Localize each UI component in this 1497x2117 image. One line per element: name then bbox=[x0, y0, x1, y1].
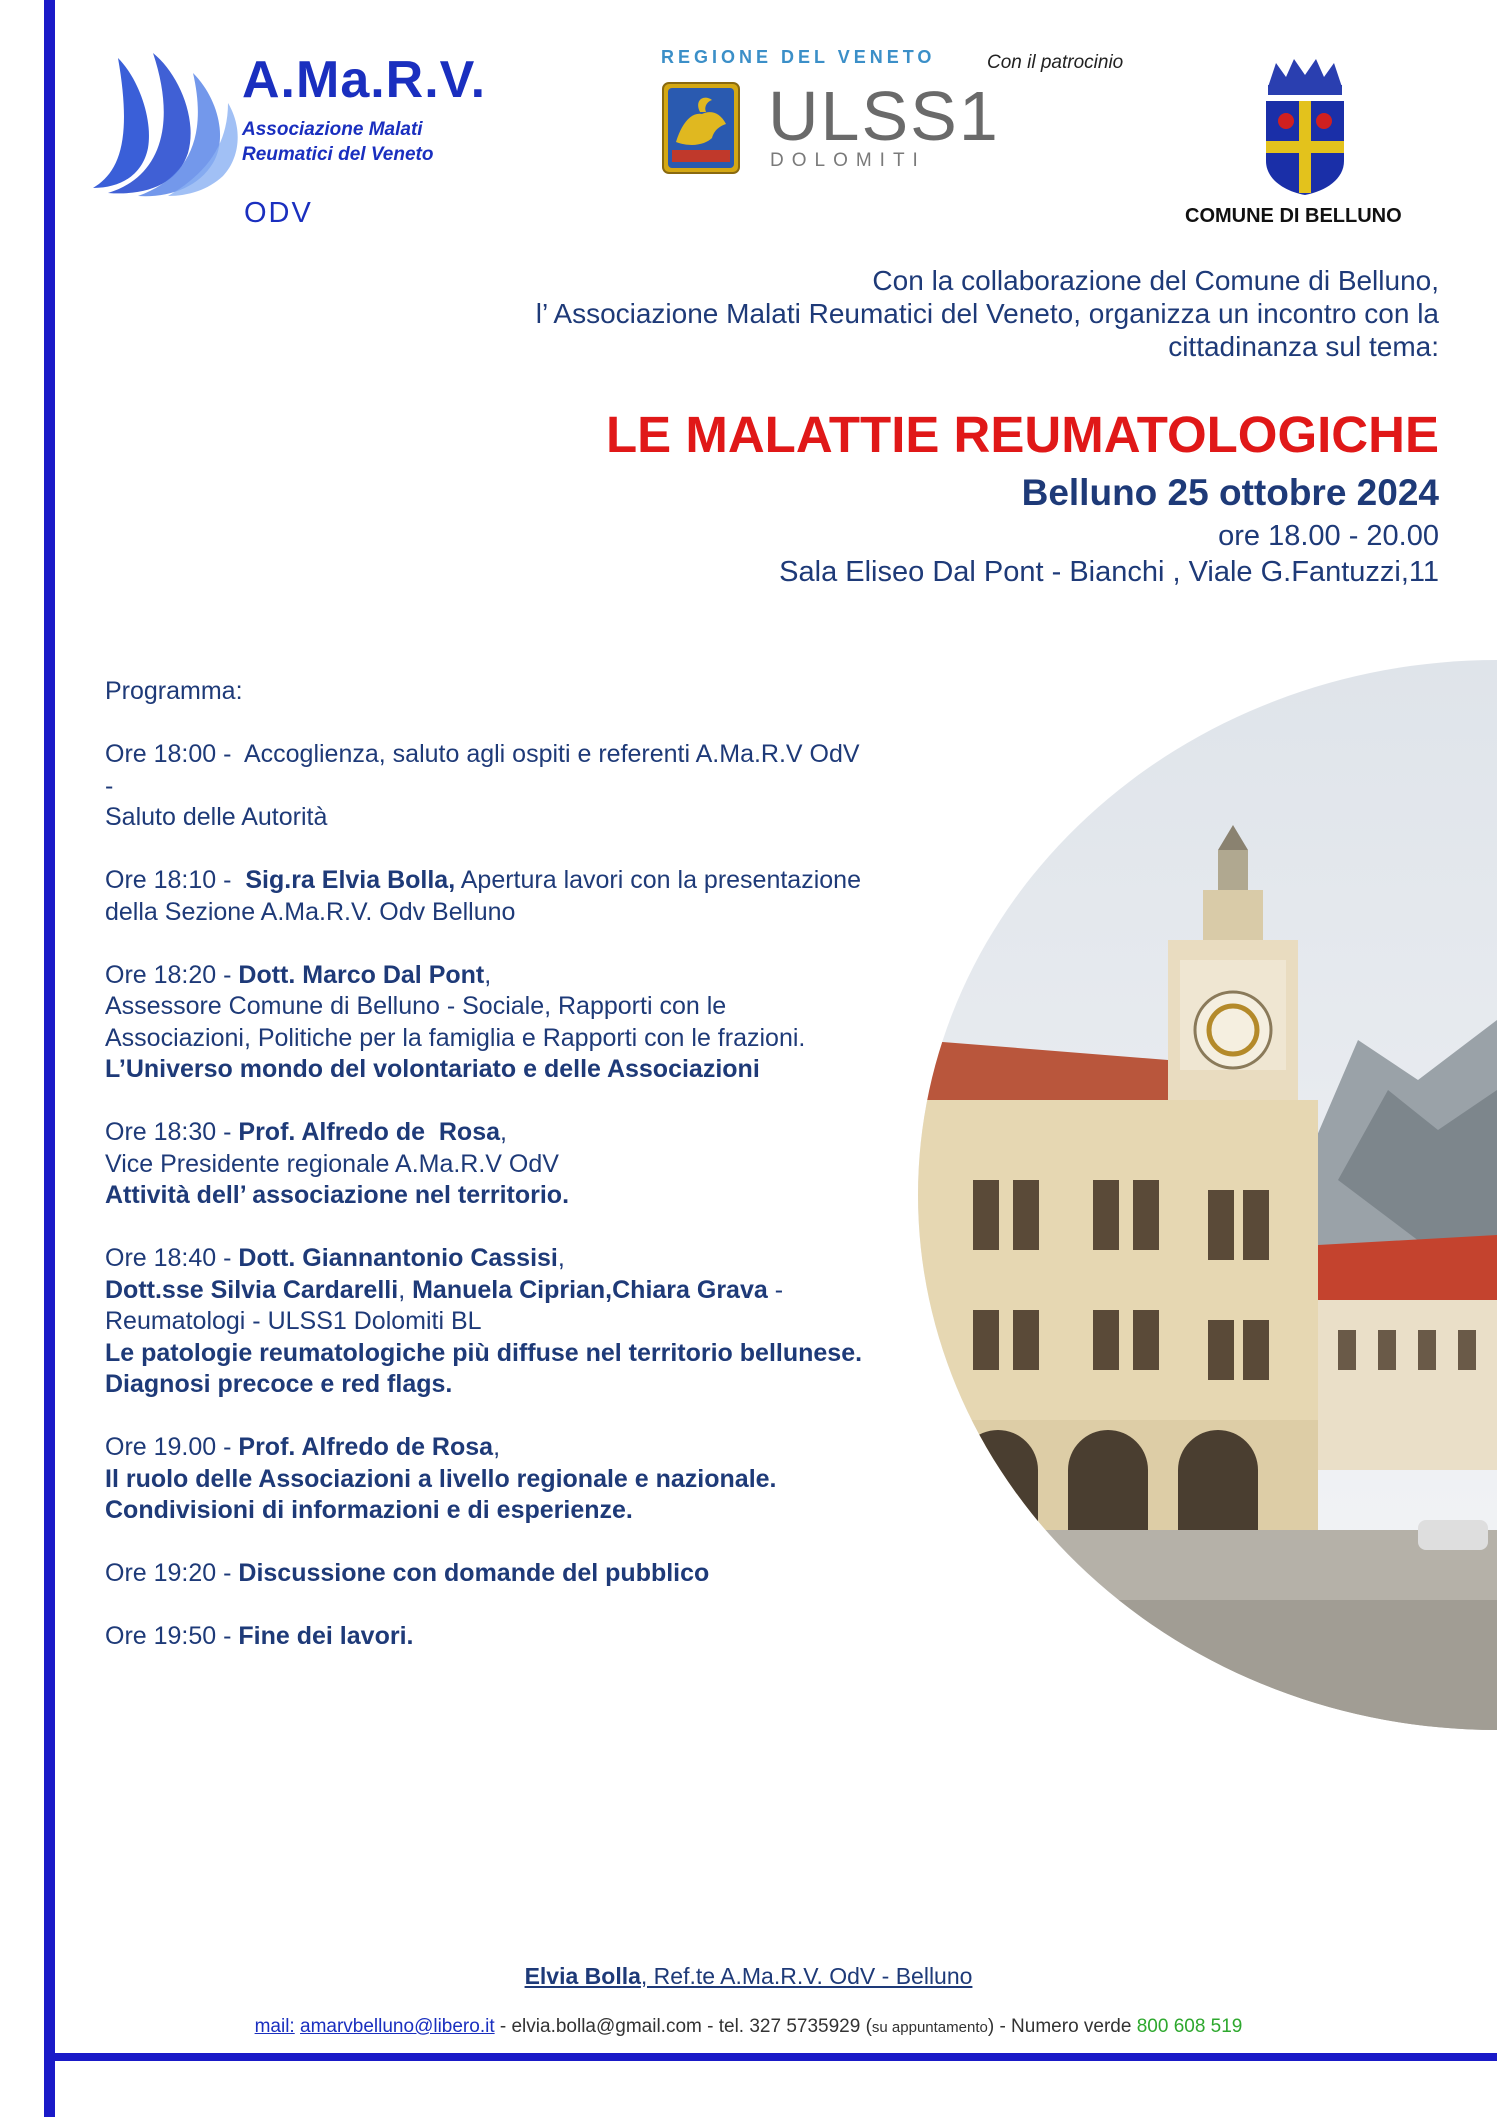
patronage-label: Con il patrocinio bbox=[987, 52, 1124, 73]
program-topic: Attività dell’ associazione nel territorio. bbox=[105, 1181, 570, 1209]
contact-person bbox=[0, 1963, 1497, 1990]
program-speaker: Prof. Alfredo de Rosa bbox=[238, 1118, 501, 1146]
program-text: , bbox=[484, 960, 492, 989]
intro-paragraph bbox=[439, 264, 1439, 363]
program-text: , bbox=[500, 1118, 507, 1146]
mail-label-link[interactable]: mail: bbox=[254, 2016, 295, 2037]
program-topic: Le patologie reumatologiche più diffuse nel territorio bellunese. bbox=[105, 1338, 863, 1367]
program-role: Assessore Comune di Belluno - Sociale, Rapporti con le bbox=[105, 992, 727, 1020]
program-item bbox=[105, 1621, 985, 1653]
ulss1-logo-text: ULSS1 bbox=[768, 77, 1000, 155]
intro-line: l’ Associazione Malati Reumatici del Veneto, organizza un incontro con la bbox=[535, 298, 1439, 329]
appointment-note: su appuntamento bbox=[871, 2019, 988, 2036]
program-item bbox=[105, 1558, 985, 1590]
program-time: Ore 18:00 - bbox=[105, 740, 244, 768]
event-place: Sala Eliseo Dal Pont - Bianchi , Viale G.Fantuzzi,11 bbox=[779, 556, 1439, 588]
program-speaker: Dott. Marco Dal Pont bbox=[238, 960, 485, 989]
program-item bbox=[105, 960, 985, 1086]
program-item bbox=[105, 1432, 985, 1527]
program-speaker: Sig.ra Elvia Bolla, bbox=[245, 866, 456, 894]
program-topic: Discussione con domande del pubblico bbox=[238, 1559, 710, 1587]
program-text: - bbox=[767, 1275, 784, 1304]
program-time: Ore 19.00 - bbox=[105, 1433, 239, 1461]
comune-belluno-label: COMUNE DI BELLUNO bbox=[1185, 205, 1402, 227]
dolomiti-label: DOLOMITI bbox=[770, 150, 926, 171]
program-text: Apertura lavori con la presentazione bbox=[455, 866, 861, 894]
amarv-logo-subtitle bbox=[242, 117, 433, 167]
event-time: ore 18.00 - 20.00 bbox=[1218, 520, 1439, 552]
program-text: Saluto delle Autorità bbox=[105, 803, 328, 831]
program-time: Ore 18:20 - bbox=[105, 960, 239, 989]
program-speaker: Prof. Alfredo de Rosa bbox=[238, 1433, 494, 1461]
program-topic: L’Universo mondo del volontariato e delle Associazioni bbox=[105, 1055, 760, 1083]
program-item bbox=[105, 865, 985, 928]
program-text: , bbox=[493, 1433, 501, 1461]
lion-of-st-mark-icon bbox=[662, 82, 740, 174]
contact-text: ) - Numero verde bbox=[987, 2016, 1137, 2037]
program-role: Associazioni, Politiche per la famiglia e Rapporti con le frazioni. bbox=[105, 1023, 806, 1052]
left-border-line bbox=[44, 0, 55, 2117]
event-date: Belluno 25 ottobre 2024 bbox=[1021, 472, 1439, 513]
amarv-sub-line: Reumatici del Veneto bbox=[242, 144, 434, 165]
program-heading: Programma: bbox=[105, 677, 243, 705]
program-topic: Il ruolo delle Associazioni a livello regionale e nazionale. bbox=[105, 1464, 777, 1493]
contact-details bbox=[0, 2016, 1497, 2038]
intro-line: Con la collaborazione del Comune di Belluno, bbox=[872, 265, 1439, 296]
program-item bbox=[105, 1243, 985, 1401]
bottom-border-line bbox=[44, 2053, 1497, 2061]
program-topic: Condivisioni di informazioni e di esperienze. bbox=[105, 1496, 633, 1524]
amarv-odv-label: ODV bbox=[244, 197, 313, 229]
program-role: Reumatologi - ULSS1 Dolomiti BL bbox=[105, 1307, 482, 1335]
program-text: della Sezione A.Ma.R.V. Odv Belluno bbox=[105, 897, 516, 926]
program-text: Accoglienza, saluto agli ospiti e referenti A.Ma.R.V OdV bbox=[243, 740, 860, 768]
intro-line: cittadinanza sul tema: bbox=[1168, 331, 1439, 362]
email-link[interactable]: amarvbelluno@libero.it bbox=[300, 2016, 495, 2037]
event-title: LE MALATTIE REUMATOLOGICHE bbox=[606, 406, 1439, 463]
program-role: Vice Presidente regionale A.Ma.R.V OdV bbox=[105, 1149, 559, 1178]
program-time: Ore 18:30 - bbox=[105, 1118, 239, 1146]
belluno-town-hall-photo bbox=[918, 660, 1497, 1730]
amarv-sub-line: Associazione Malati bbox=[242, 119, 423, 140]
program-time: Ore 18:10 - bbox=[105, 866, 246, 894]
program-topic: Fine dei lavori. bbox=[238, 1622, 414, 1650]
program-text: , bbox=[557, 1244, 565, 1272]
amarv-logo-icon bbox=[78, 48, 248, 198]
contact-text: - elvia.bolla@gmail.com - tel. 327 5735929 ( bbox=[494, 2016, 872, 2037]
belluno-coat-of-arms-icon bbox=[1262, 57, 1348, 197]
contact-name: Elvia Bolla bbox=[524, 1963, 641, 1989]
program-text: , bbox=[398, 1275, 413, 1304]
program-speaker: Manuela Ciprian,Chiara Grava bbox=[412, 1275, 768, 1304]
program-time: Ore 18:40 - bbox=[105, 1244, 239, 1272]
toll-free-number: 800 608 519 bbox=[1136, 2016, 1243, 2037]
program-item bbox=[105, 739, 985, 834]
program-item bbox=[105, 1117, 985, 1212]
program-speaker: Dott. Giannantonio Cassisi bbox=[238, 1244, 558, 1272]
program-text: - bbox=[105, 771, 114, 800]
program-time: Ore 19:20 - bbox=[105, 1559, 239, 1587]
program-time: Ore 19:50 - bbox=[105, 1622, 239, 1650]
program-topic: Diagnosi precoce e red flags. bbox=[105, 1370, 453, 1398]
amarv-logo-title: A.Ma.R.V. bbox=[242, 51, 487, 109]
contact-ref: , Ref.te A.Ma.R.V. OdV - Belluno bbox=[640, 1963, 973, 1989]
regione-veneto-label: REGIONE DEL VENETO bbox=[661, 47, 936, 67]
program-speaker: Dott.sse Silvia Cardarelli bbox=[105, 1275, 399, 1304]
program-section bbox=[105, 676, 985, 1684]
